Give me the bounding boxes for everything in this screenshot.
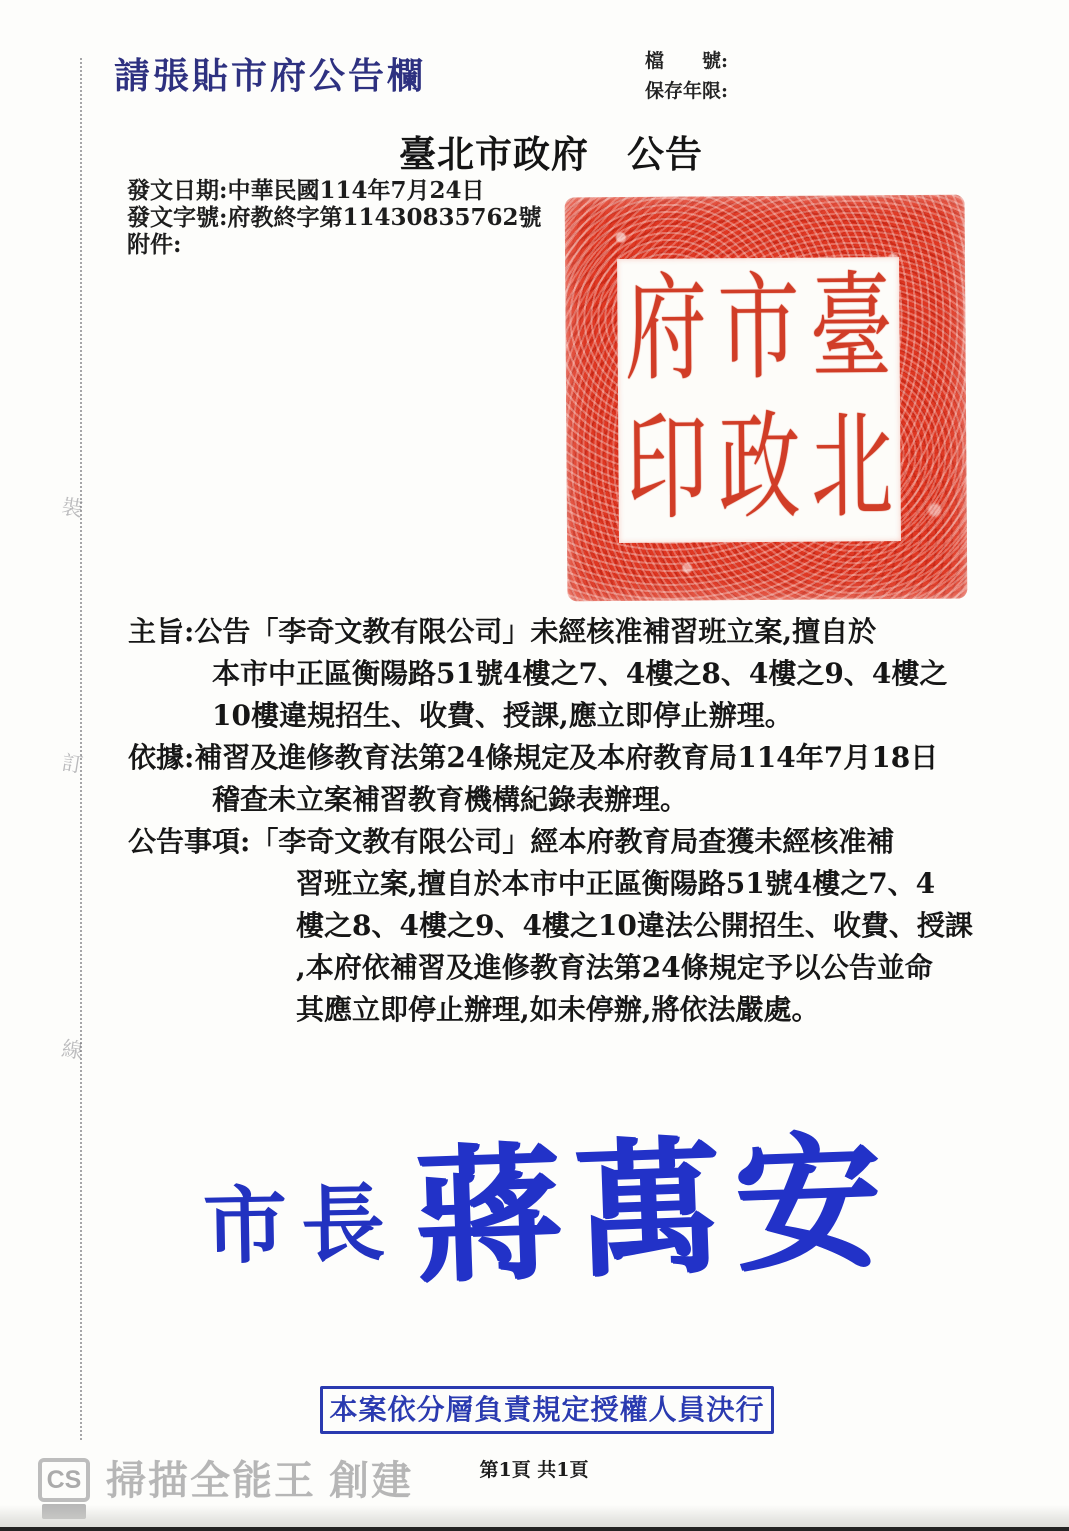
items-line: 其應立即停止辦理,如未停辦,將依法嚴處。 [296, 993, 820, 1026]
page-number: 第1頁 共1頁 [479, 1459, 589, 1481]
watermark-text: 掃描全能王 創建 [106, 1459, 414, 1503]
basis-label: 依據: [128, 741, 195, 774]
seal-character: 政 [718, 401, 801, 537]
seal-character: 府 [624, 262, 708, 399]
seal-inner-face [617, 257, 901, 543]
decision-authorization-box: 本案依分層負責規定授權人員決行 [320, 1386, 774, 1434]
subject-text: 公告「李奇文教有限公司」未經核准補習班立案,擅自於 [194, 615, 877, 648]
file-number-label: 檔 號: [645, 50, 729, 72]
attachment-label: 附件: [127, 231, 182, 258]
post-on-bulletin-note: 請張貼市府公告欄 [114, 55, 427, 97]
issue-date: 發文日期:中華民國114年7月24日 [127, 177, 485, 204]
binding-mark-zhuang: 裝 [60, 494, 85, 522]
items-text: 「李奇文教有限公司」經本府教育局查獲未經核准補 [250, 825, 895, 858]
mayor-signature: 蔣萬安 [411, 1115, 898, 1304]
seal-column-right [804, 261, 899, 537]
basis-line [128, 737, 980, 779]
items-line: 習班立案,擅自於本市中正區衡陽路51號4樓之7、4 [296, 867, 936, 900]
basis-text: 補習及進修教育法第24條規定及本府教育局114年7月18日 [194, 741, 939, 774]
retention-period-label: 保存年限: [645, 80, 729, 102]
seal-column-middle [712, 261, 807, 537]
seal-column-left [619, 262, 714, 538]
document-meta [127, 177, 542, 258]
subject-section [128, 611, 980, 737]
file-number-block [645, 46, 728, 106]
subject-line [128, 611, 980, 653]
announcement-body [128, 611, 980, 1031]
subject-line: 本市中正區衡陽路51號4樓之7、4樓之8、4樓之9、4樓之 [212, 657, 948, 690]
items-label: 公告事項: [128, 825, 251, 858]
items-line [128, 821, 980, 863]
mayor-title: 市長 [202, 1173, 400, 1276]
binding-mark-xian: 線 [60, 1036, 85, 1064]
document-title: 臺北市政府 公告 [399, 132, 703, 176]
subject-line: 10樓違規招生、收費、授課,應立即停止辦理。 [212, 699, 793, 732]
basis-line: 稽查未立案補習教育機構紀錄表辦理。 [212, 783, 689, 816]
cs-logo-box: CS [38, 1458, 90, 1502]
items-line: ,本府依補習及進修教育法第24條規定予以公告並命 [296, 951, 933, 984]
taipei-city-government-seal [565, 195, 968, 602]
legal-basis-section [128, 737, 980, 821]
seal-character: 印 [625, 401, 709, 538]
items-line: 樓之8、4樓之9、4樓之10違法公開招生、收費、授課 [296, 909, 973, 942]
binding-mark-ding: 訂 [60, 750, 85, 778]
announcement-items-section [128, 821, 980, 1031]
scan-edge-line [0, 1527, 1069, 1531]
seal-character: 臺 [809, 261, 893, 397]
issue-number: 發文字號:府教終字第11430835762號 [127, 204, 542, 231]
seal-character: 北 [810, 400, 894, 537]
seal-character: 市 [717, 261, 800, 398]
subject-label: 主旨: [128, 615, 195, 648]
